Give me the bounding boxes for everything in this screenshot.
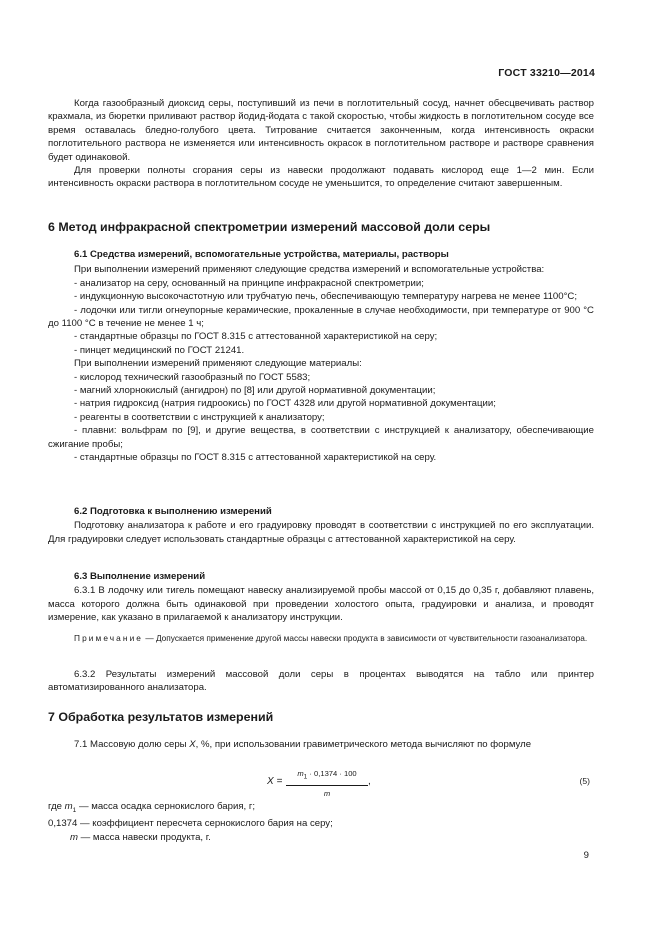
subsection-heading: 6.3 Выполнение измерений [74,571,206,582]
subscript: 1 [72,806,77,814]
note [48,632,594,645]
definition-text: — масса осадка сернокислого бария, г; [76,801,256,812]
list-item: - стандартные образцы по ГОСТ 8.315 с аттестованной характеристикой на серу. [74,452,437,464]
list-item: - плавни: вольфрам по [9], и другие вещества, в соответствии с инструкцией к анализатору, обеспечивающие сжигание пробы; [48,425,594,450]
section-6-3 [48,570,594,625]
note-text [48,632,594,645]
variable: X [189,739,196,750]
definition-row [48,831,594,844]
definition-row [48,800,594,817]
section-6-3-2 [48,668,594,695]
paragraph: Подготовку анализатора к работе и его градуировку проводят в соответствии с инструкцией по его эксплуатации. Для градуировки следует использовать стандартные образцы с аттестованной характеристикой на серу. [48,520,594,545]
section-7-1 [48,738,594,751]
formula-denominator: m [323,788,331,798]
section-6-2 [48,505,594,546]
formula-5 [48,767,594,797]
list-item: - индукционную высокочастотную или трубчатую печь, обеспечивающую температуру нагрева не менее 1100°С; [74,291,578,303]
document-header: ГОСТ 33210—2014 [498,67,595,79]
formula [48,767,594,797]
paragraph: При выполнении измерений применяют следующие материалы: [74,358,362,370]
formula-text: · 0,1374 · 100 [307,769,357,778]
section-heading: 6 Метод инфракрасной спектрометрии измерений массовой доли серы [48,220,491,234]
text-run: , %, при использовании гравиметрического метода вычисляют по формуле [195,739,532,750]
text-run: 7.1 Массовую долю серы [74,739,190,750]
list-item: - анализатор на серу, основанный на принципе инфракрасной спектрометрии; [74,277,424,289]
list-item: - пинцет медицинский по ГОСТ 21241. [74,344,245,356]
section-heading: 7 Обработка результатов измерений [48,710,274,724]
list-item: - кислород технический газообразный по ГОСТ 5583; [74,371,311,383]
paragraph: Когда газообразный диоксид серы, поступивший из печи в поглотительный сосуд, начнет обесцвечивать раствор крахмала, из бюретки приливают раствор йодид-йодата с такой скоростью, чтобы жидкость в поглотительном сосуде все время оставалась бледно-голубого цвета. Титрование считается законченным, когда интенсивность окраски поглотительного раствора не изменяется или интенсивность окрасок в поглотительном растворе и растворе сравнения будет одинаковой. [48,98,594,163]
definition-text: — коэффициент пересчета сернокислого бария на серу; [77,818,333,830]
section-7 [48,710,594,725]
variable: m [297,769,304,778]
intro-block [48,97,594,191]
paragraph [48,738,594,751]
note-body: — Допускается применение другой массы навески продукта в зависимости от чувствительности газоанализатора. [143,633,588,643]
variable: m [70,831,78,843]
list-item: - реагенты в соответствии с инструкцией к анализатору; [74,411,325,423]
subscript: 1 [303,773,308,781]
paragraph: При выполнении измерений применяют следующие средства измерений и вспомогательные устройства: [74,264,545,276]
note-label: Примечание [74,633,144,643]
formula-lhs: X = [267,776,283,787]
definition-text: — масса навески продукта, г. [78,831,211,843]
list-item: - магний хлорнокислый (ангидрон) по [8] или другой нормативной документации; [74,385,436,397]
coefficient: 0,1374 [48,818,78,830]
paragraph: 6.3.2 Результаты измерений массовой доли серы в процентах выводятся на табло или принтер автоматизированного анализатора. [48,669,594,694]
subsection-heading: 6.2 Подготовка к выполнению измерений [74,506,272,517]
formula-fraction [286,767,368,800]
section-6 [48,220,594,235]
subsection-heading: 6.1 Средства измерений, вспомогательные устройства, материалы, растворы [74,249,449,260]
formula-numerator [286,767,368,786]
list-item: - стандартные образцы по ГОСТ 8.315 с аттестованной характеристикой на серу; [74,331,438,343]
page-number: 9 [583,850,589,861]
paragraph: Для проверки полноты сгорания серы из навески продолжают подавать кислород еще 1—2 мин. Если интенсивность окраски раствора в поглотительном сосуде не уменьшится, то определение считают завершенным. [48,165,594,190]
section-6-1 [48,248,594,465]
formula-comma: , [368,776,371,787]
variable: m [64,801,73,812]
list-item: - натрия гидроксид (натрия гидроокись) по ГОСТ 4328 или другой нормативной документации; [74,398,496,410]
definition-row [48,817,594,830]
equation-number: (5) [579,776,590,786]
paragraph: 6.3.1 В лодочку или тигель помещают навеску анализируемой пробы массой от 0,15 до 0,35 г, добавляют плавень, масса которого должна быть одинаковой при проведении холостого опыта, градуировки и анализа, и проводят измерение, как указано в прилагаемой к анализатору инструкции. [48,585,594,624]
formula-definitions [48,800,594,844]
list-item: - лодочки или тигли огнеупорные керамические, прокаленные в случае необходимости, при температуре от 900 °С до 1100 °С в течение не менее 1 ч; [48,304,594,330]
text-run: где [48,801,65,812]
